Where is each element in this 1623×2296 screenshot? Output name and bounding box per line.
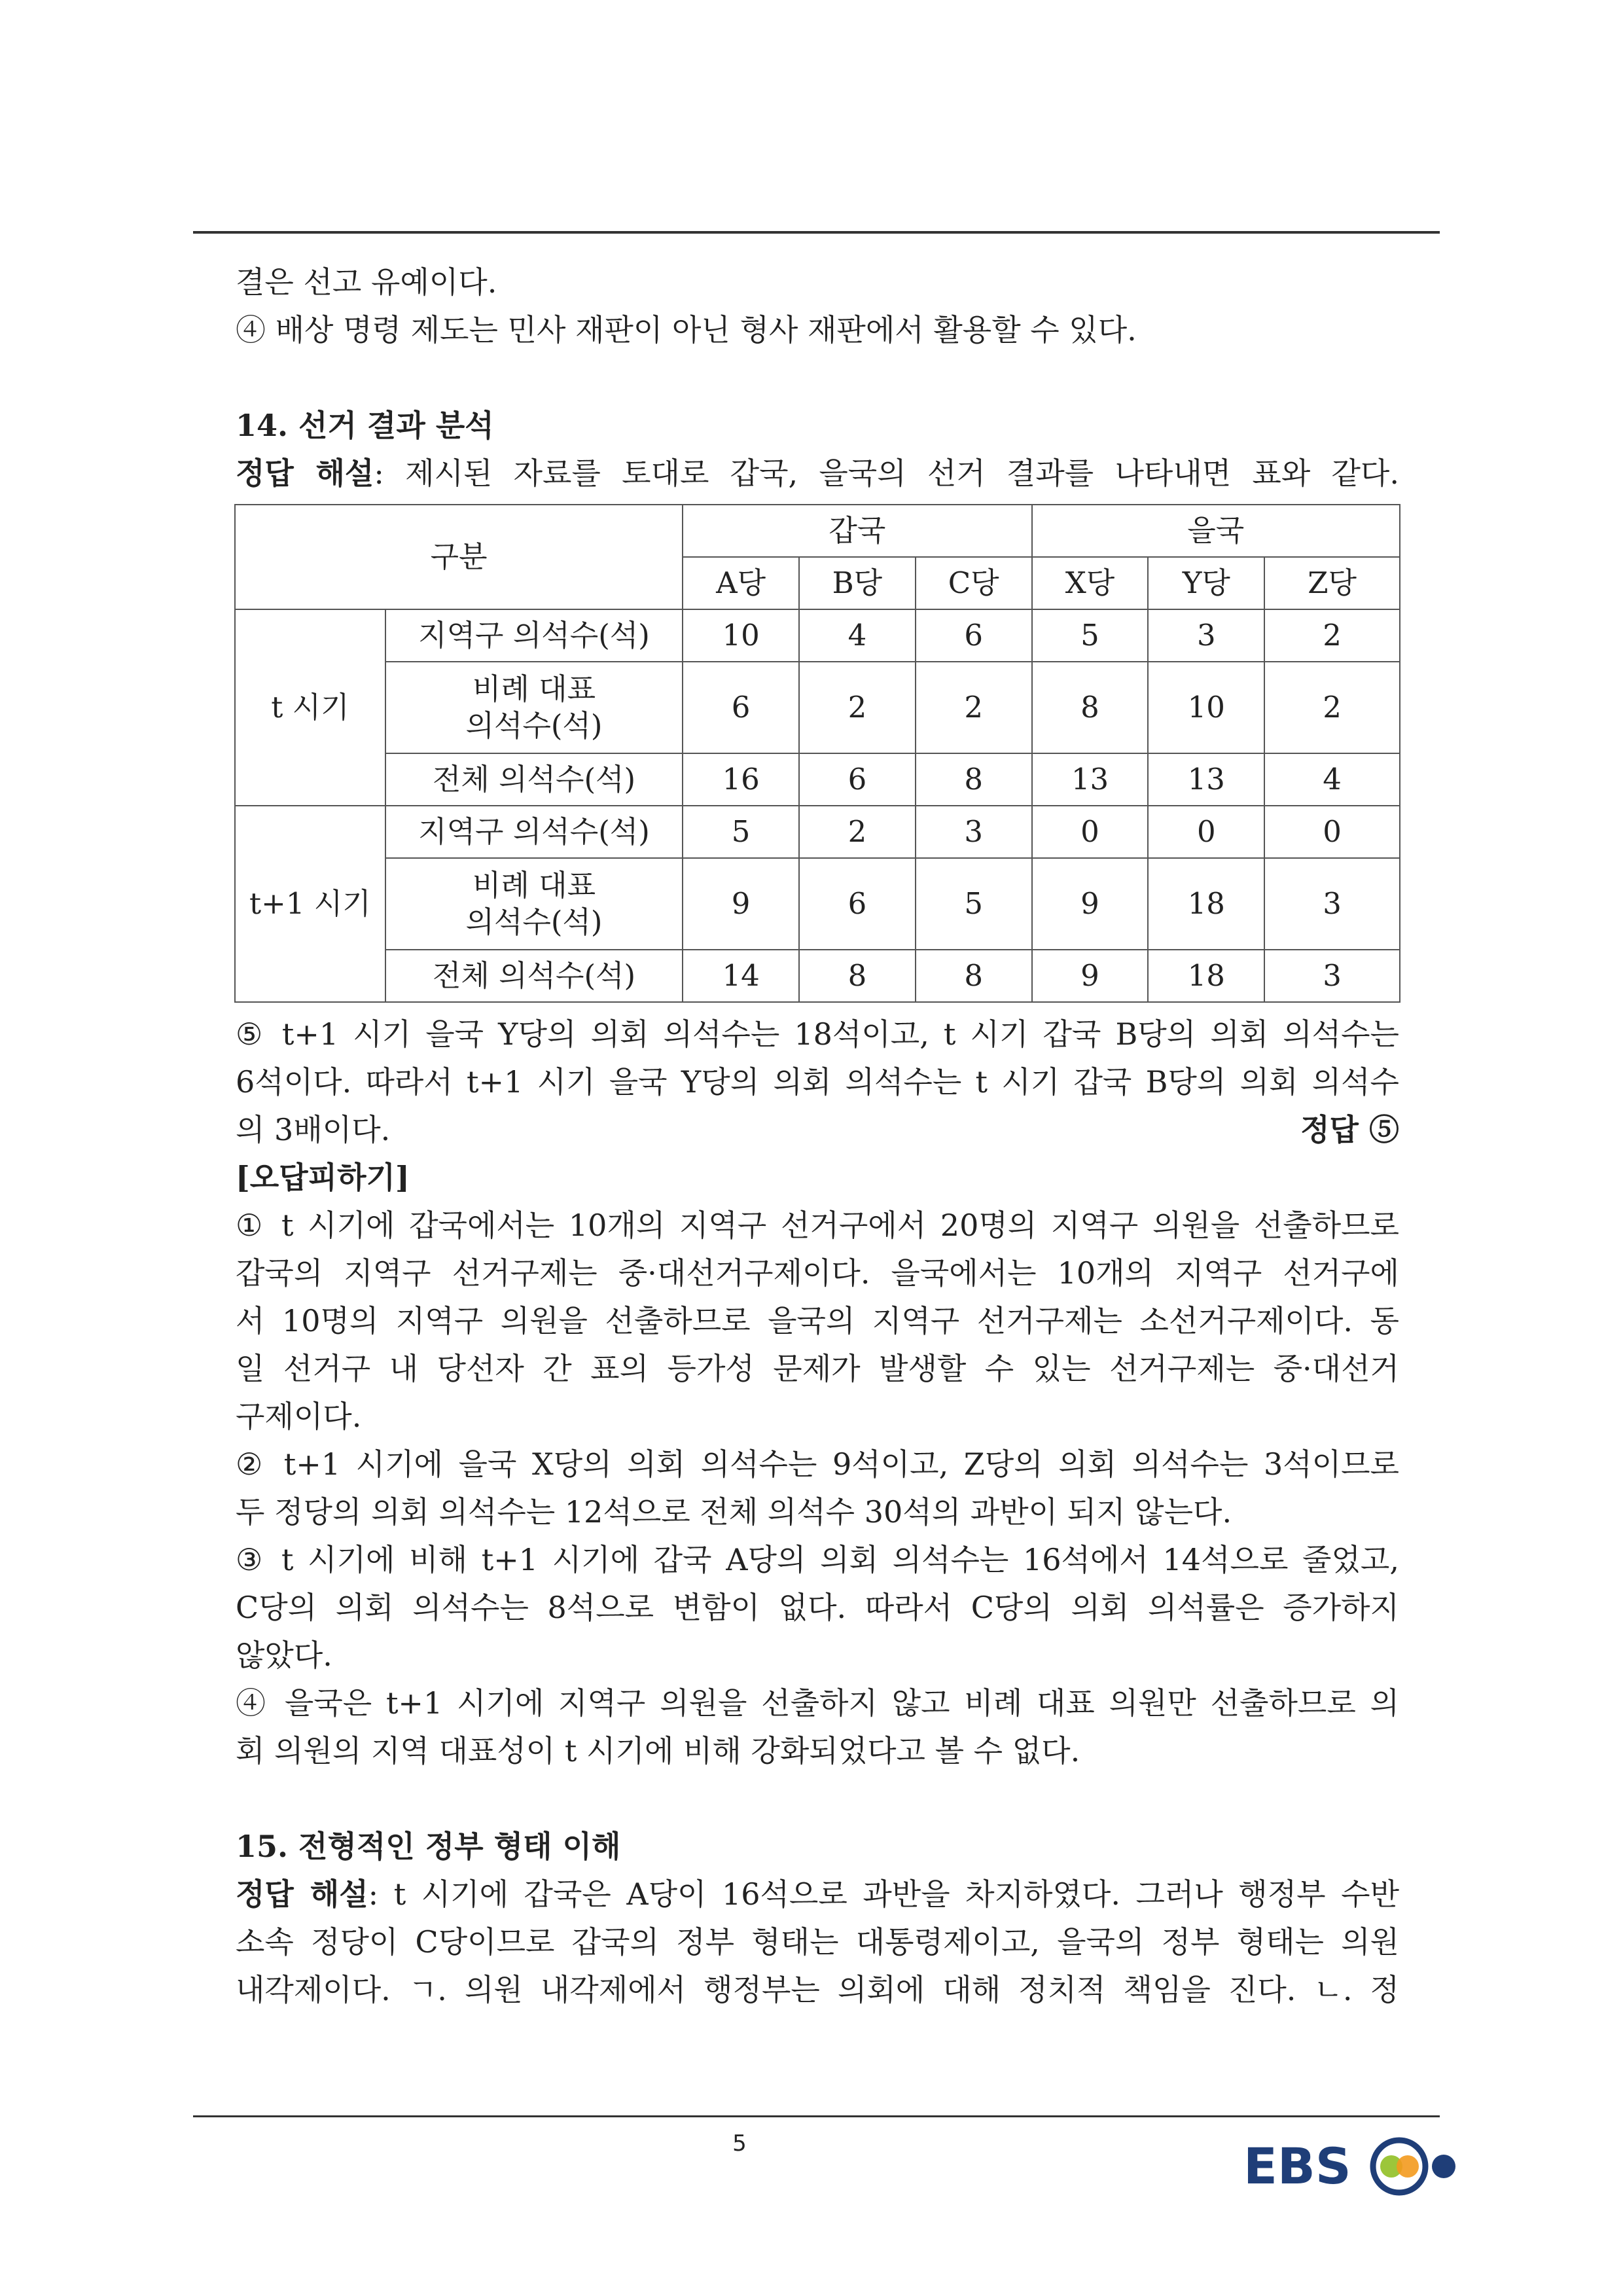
text-line: 두 정당의 의회 의석수는 12석으로 전체 의석수 30석의 과반이 되지 않는다. bbox=[236, 1494, 1232, 1530]
table-cell: 6 bbox=[799, 753, 916, 806]
country-header-gap: 갑국 bbox=[683, 505, 1031, 557]
table-cell: 8 bbox=[799, 950, 916, 1002]
answer-explanation-14 bbox=[236, 450, 1399, 497]
table-cell: 6 bbox=[683, 662, 799, 753]
table-cell: 9 bbox=[1032, 950, 1149, 1002]
page-number: 5 bbox=[732, 2130, 747, 2157]
row-label: 지역구 의석수(석) bbox=[385, 609, 683, 662]
section-title-14: 14. 선거 결과 분석 bbox=[236, 408, 494, 443]
row-label: 지역구 의석수(석) bbox=[385, 806, 683, 858]
table-cell: 16 bbox=[683, 753, 799, 806]
table-cell: 2 bbox=[916, 662, 1032, 753]
table-cell: 0 bbox=[1148, 806, 1264, 858]
row-label: 전체 의석수(석) bbox=[385, 753, 683, 806]
period-label: t+1 시기 bbox=[235, 806, 385, 1002]
party-header: C당 bbox=[916, 557, 1032, 609]
table-cell: 10 bbox=[683, 609, 799, 662]
table-cell: 3 bbox=[1264, 950, 1400, 1002]
row-label-line: 비례 대표 bbox=[472, 672, 596, 706]
table-corner-header: 구분 bbox=[235, 505, 683, 609]
row-label-line: 의석수(석) bbox=[465, 708, 603, 743]
text-line: 6석이다. 따라서 t+1 시기 을국 Y당의 의회 의석수는 t 시기 갑국 B당의 의회 의석수 bbox=[236, 1064, 1399, 1100]
party-header: Y당 bbox=[1148, 557, 1264, 609]
table-cell: 3 bbox=[916, 806, 1032, 858]
logo-orange-dot-icon bbox=[1397, 2155, 1419, 2178]
table-cell: 10 bbox=[1148, 662, 1264, 753]
answer-explanation-15 bbox=[236, 1871, 1399, 1918]
logo-small-dot-icon bbox=[1432, 2155, 1455, 2178]
text-line: 일 선거구 내 당선자 간 표의 등가성 문제가 발생할 수 있는 선거구제는 중·대선거 bbox=[236, 1351, 1399, 1386]
text-line: ④ 배상 명령 제도는 민사 재판이 아닌 형사 재판에서 활용할 수 있다. bbox=[236, 312, 1137, 348]
table-cell: 5 bbox=[916, 858, 1032, 950]
table-cell: 5 bbox=[1032, 609, 1149, 662]
text-line: ④ 을국은 t+1 시기에 지역구 의원을 선출하지 않고 비례 대표 의원만 선출하므로 의 bbox=[236, 1685, 1399, 1721]
party-header: Z당 bbox=[1264, 557, 1400, 609]
table-cell: 8 bbox=[916, 950, 1032, 1002]
table-cell: 2 bbox=[1264, 662, 1400, 753]
footer-rule bbox=[193, 2115, 1440, 2117]
text-line: 서 10명의 지역구 의원을 선출하므로 을국의 지역구 선거구제는 소선거구제이다. 동 bbox=[236, 1303, 1399, 1338]
party-header: A당 bbox=[683, 557, 799, 609]
party-header: B당 bbox=[799, 557, 916, 609]
ebs-logo bbox=[1243, 2132, 1459, 2198]
table-cell: 0 bbox=[1264, 806, 1400, 858]
table-cell: 8 bbox=[1032, 662, 1149, 753]
header-rule bbox=[193, 231, 1440, 234]
table-cell: 2 bbox=[1264, 609, 1400, 662]
text-line: C당의 의회 의석수는 8석으로 변함이 없다. 따라서 C당의 의회 의석률은 증가하지 bbox=[236, 1590, 1399, 1625]
text-line: 구제이다. bbox=[236, 1399, 362, 1434]
text-line: 않았다. bbox=[236, 1638, 332, 1673]
text-line: 내각제이다. ㄱ. 의원 내각제에서 행정부는 의회에 대해 정치적 책임을 진다. ㄴ. 정 bbox=[236, 1972, 1399, 2007]
table-cell: 4 bbox=[799, 609, 916, 662]
period-label: t 시기 bbox=[235, 609, 385, 806]
country-header-eul: 을국 bbox=[1032, 505, 1400, 557]
party-header: X당 bbox=[1032, 557, 1149, 609]
label-answer-explanation: 정답 해설 bbox=[236, 456, 374, 491]
election-result-table bbox=[234, 504, 1400, 1003]
wrong-answer-title: [오답피하기] bbox=[236, 1160, 410, 1195]
table-cell: 18 bbox=[1148, 858, 1264, 950]
table-cell: 13 bbox=[1148, 753, 1264, 806]
table-cell: 14 bbox=[683, 950, 799, 1002]
row-label bbox=[385, 858, 683, 950]
page-content bbox=[236, 259, 1399, 2014]
table-cell: 5 bbox=[683, 806, 799, 858]
table-cell: 2 bbox=[799, 806, 916, 858]
text-line: ② t+1 시기에 을국 X당의 의회 의석수는 9석이고, Z당의 의회 의석수는 3석이므로 bbox=[236, 1446, 1399, 1482]
table-cell: 6 bbox=[916, 609, 1032, 662]
row-label-line: 비례 대표 bbox=[472, 868, 596, 903]
table-cell: 2 bbox=[799, 662, 916, 753]
table-cell: 13 bbox=[1032, 753, 1149, 806]
row-label: 전체 의석수(석) bbox=[385, 950, 683, 1002]
text-span: : 제시된 자료를 토대로 갑국, 을국의 선거 결과를 나타내면 표와 같다. bbox=[374, 456, 1399, 491]
table-cell: 0 bbox=[1032, 806, 1149, 858]
label-answer-explanation: 정답 해설 bbox=[236, 1876, 368, 1912]
table-cell: 4 bbox=[1264, 753, 1400, 806]
table-cell: 8 bbox=[916, 753, 1032, 806]
answer-row bbox=[236, 1106, 1399, 1154]
text-line: ③ t 시기에 비해 t+1 시기에 갑국 A당의 의회 의석수는 16석에서 14석으로 줄었고, bbox=[236, 1542, 1399, 1577]
table-cell: 18 bbox=[1148, 950, 1264, 1002]
text-line: ① t 시기에 갑국에서는 10개의 지역구 선거구에서 20명의 지역구 의원을 선출하므로 bbox=[236, 1208, 1399, 1243]
text-span: : t 시기에 갑국은 A당이 16석으로 과반을 차지하였다. 그러나 행정부 수반 bbox=[368, 1876, 1400, 1912]
section-title-15: 15. 전형적인 정부 형태 이해 bbox=[236, 1829, 621, 1864]
text-line: 갑국의 지역구 선거구제는 중·대선거구제이다. 을국에서는 10개의 지역구 선거구에 bbox=[236, 1255, 1399, 1291]
row-label bbox=[385, 662, 683, 753]
table-cell: 9 bbox=[1032, 858, 1149, 950]
text-line: ⑤ t+1 시기 을국 Y당의 의회 의석수는 18석이고, t 시기 갑국 B당의 의회 의석수는 bbox=[236, 1016, 1399, 1052]
text-line: 결은 선고 유예이다. bbox=[236, 264, 497, 300]
text-line: 회 의원의 지역 대표성이 t 시기에 비해 강화되었다고 볼 수 없다. bbox=[236, 1733, 1080, 1768]
ebs-logo-text: EBS bbox=[1243, 2137, 1351, 2195]
text-line: 소속 정당이 C당이므로 갑국의 정부 형태는 대통령제이고, 을국의 정부 형태는 의원 bbox=[236, 1924, 1399, 1960]
correct-answer: 정답 ⑤ bbox=[1300, 1112, 1399, 1147]
table-cell: 9 bbox=[683, 858, 799, 950]
table-cell: 3 bbox=[1148, 609, 1264, 662]
row-label-line: 의석수(석) bbox=[465, 905, 603, 939]
table-cell: 3 bbox=[1264, 858, 1400, 950]
table-cell: 6 bbox=[799, 858, 916, 950]
text-line: 의 3배이다. bbox=[236, 1112, 391, 1147]
